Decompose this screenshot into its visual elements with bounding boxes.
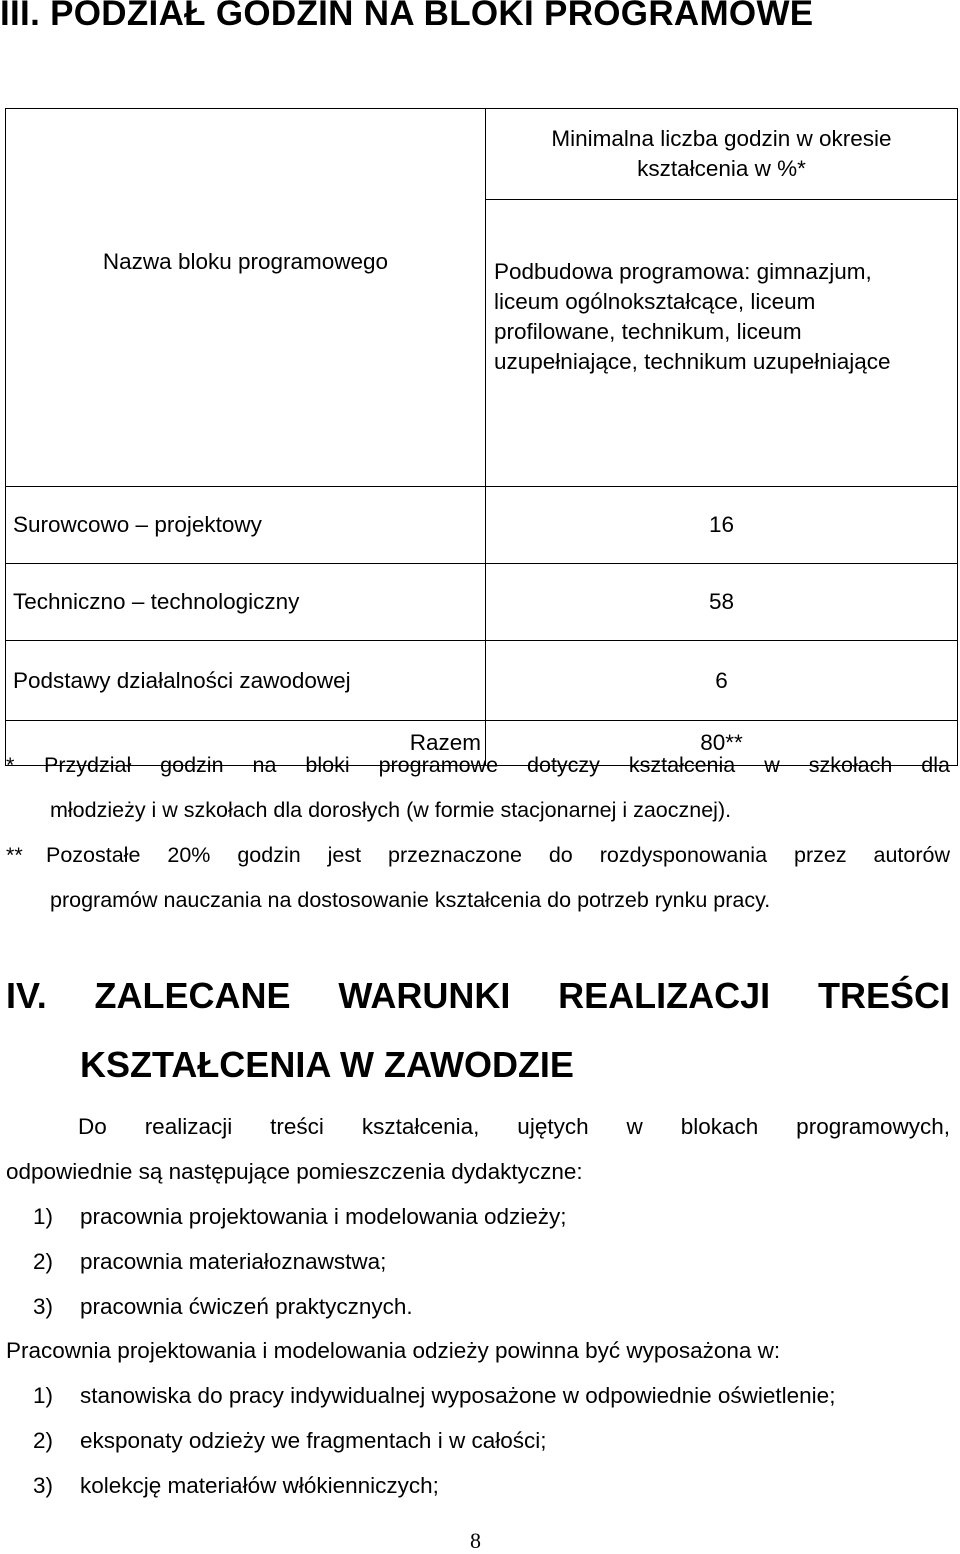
list-item	[0, 1428, 960, 1458]
section-4-heading: IV. ZALECANE WARUNKI REALIZACJI TREŚCI	[6, 975, 950, 1016]
min-hours-header-line: Minimalna liczba godzin w okresie	[551, 126, 892, 151]
page-number: 8	[470, 1528, 481, 1553]
list-number: 1)	[33, 1383, 54, 1408]
block-value: 6	[486, 641, 958, 721]
block-value: 16	[486, 487, 958, 564]
footnote-marker: *	[6, 753, 15, 777]
footnote-text: programów nauczania na dostosowanie kształcenia do potrzeb rynku pracy.	[50, 888, 771, 912]
footnote-marker: **	[6, 843, 23, 867]
subheader-cell	[486, 200, 958, 487]
footnote-text: Przydział godzin na bloki programowe dotyczy kształcenia w szkołach dla	[44, 753, 950, 777]
list-text: kolekcję materiałów włókienniczych;	[80, 1473, 439, 1498]
block-name: Surowcowo – projektowy	[6, 487, 486, 564]
block-value: 58	[486, 564, 958, 641]
list-text: pracownia materiałoznawstwa;	[80, 1249, 387, 1274]
intro-paragraph-cont: odpowiednie są następujące pomieszczenia dydaktyczne:	[6, 1159, 583, 1184]
block-name: Techniczno – technologiczny	[6, 564, 486, 641]
intro-paragraph: Do realizacji treści kształcenia, ujętych w blokach programowych,	[78, 1114, 950, 1139]
subheader-line: Podbudowa programowa: gimnazjum,	[494, 259, 872, 284]
list-item	[0, 1249, 960, 1279]
list-item	[0, 1294, 960, 1324]
list-item	[0, 1473, 960, 1503]
list-number: 2)	[33, 1249, 54, 1274]
section-4-heading-cont: KSZTAŁCENIA W ZAWODZIE	[80, 1044, 574, 1085]
list-text: pracownia projektowania i modelowania odzieży;	[80, 1204, 567, 1229]
list-number: 2)	[33, 1428, 54, 1453]
table-row	[6, 641, 958, 721]
list-number: 1)	[33, 1204, 54, 1229]
list-text: eksponaty odzieży we fragmentach i w całości;	[80, 1428, 547, 1453]
min-hours-header	[486, 109, 958, 200]
hours-table	[5, 108, 958, 766]
list-item	[0, 1383, 960, 1413]
subheader-line: profilowane, technikum, liceum	[494, 319, 802, 344]
equipment-intro: Pracownia projektowania i modelowania odzieży powinna być wyposażona w:	[6, 1338, 781, 1363]
total-label: Razem	[6, 721, 486, 766]
block-name-header: Nazwa bloku programowego	[6, 200, 486, 487]
subheader-line: uzupełniające, technikum uzupełniające	[494, 349, 891, 374]
list-text: stanowiska do pracy indywidualnej wyposażone w odpowiednie oświetlenie;	[80, 1383, 836, 1408]
min-hours-header-line: kształcenia w %*	[637, 156, 806, 181]
footnote-text: Pozostałe 20% godzin jest przeznaczone do rozdysponowania przez autorów	[46, 843, 950, 867]
table-row	[6, 487, 958, 564]
list-number: 3)	[33, 1294, 54, 1319]
subheader-line: liceum ogólnokształcące, liceum	[494, 289, 816, 314]
list-item	[0, 1204, 960, 1234]
footnote-text: młodzieży i w szkołach dla dorosłych (w formie stacjonarnej i zaocznej).	[50, 798, 732, 822]
list-text: pracownia ćwiczeń praktycznych.	[80, 1294, 413, 1319]
block-name: Podstawy działalności zawodowej	[6, 641, 486, 721]
total-value: 80**	[486, 721, 958, 766]
list-number: 3)	[33, 1473, 54, 1498]
table-corner-cell	[6, 109, 486, 200]
section-3-heading: III. PODZIAŁ GODZIN NA BLOKI PROGRAMOWE	[0, 0, 814, 33]
table-row	[6, 564, 958, 641]
